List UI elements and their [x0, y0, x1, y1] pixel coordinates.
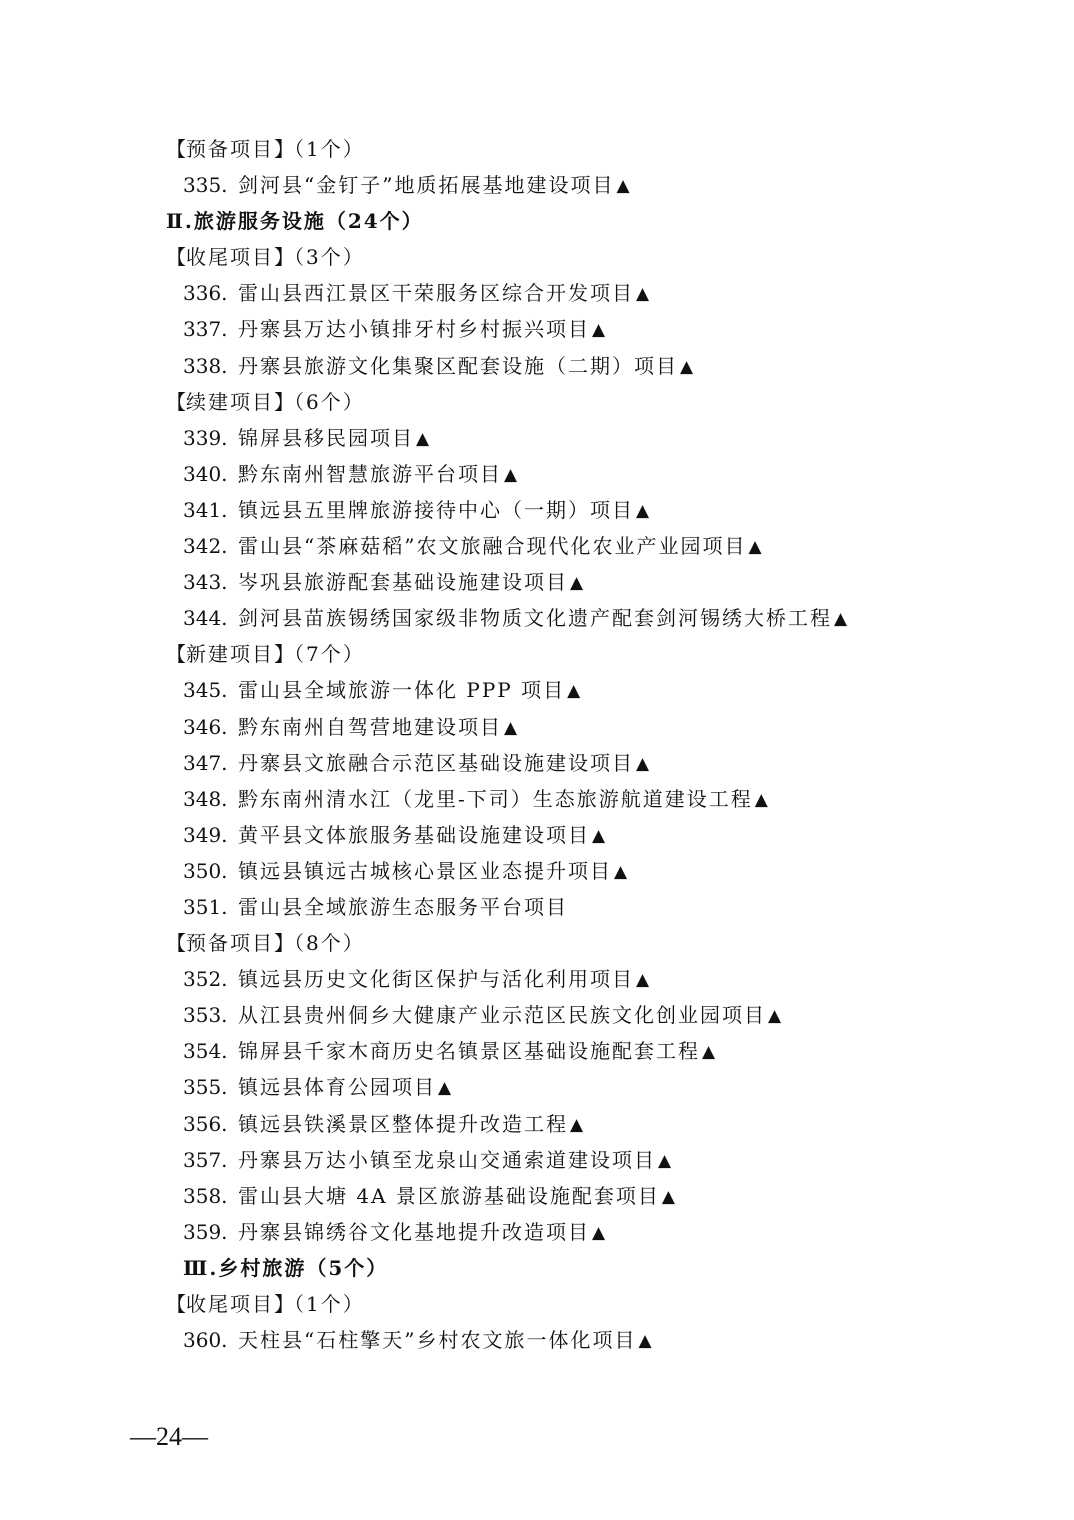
triangle-marker-icon: ▲ [702, 1042, 716, 1063]
project-title: 丹寨县万达小镇至龙泉山交通索道建设项目 [238, 1147, 656, 1172]
project-number: 335. [183, 173, 228, 198]
project-number: 350. [183, 858, 228, 883]
project-title: 天柱县“石柱擎天”乡村农文旅一体化项目 [238, 1328, 637, 1353]
category-label: 收尾项目 [186, 245, 274, 270]
project-title: 镇远县镇远古城核心景区业态提升项目 [238, 858, 612, 883]
project-title: 雷山县“茶麻菇稻”农文旅融合现代化农业产业园项目 [238, 534, 747, 559]
triangle-marker-icon: ▲ [570, 1114, 584, 1135]
project-item [0, 1142, 1074, 1178]
project-item [0, 600, 1074, 636]
project-number: 339. [183, 425, 228, 450]
project-title: 从江县贵州侗乡大健康产业示范区民族文化创业园项目 [238, 1003, 766, 1028]
project-title: 丹寨县万达小镇排牙村乡村振兴项目 [238, 317, 590, 342]
category-count: （7个） [294, 642, 365, 667]
page-number: —24— [130, 1422, 208, 1451]
project-item [0, 853, 1074, 889]
category-open-bracket: 【 [166, 137, 186, 161]
category-heading [0, 131, 1074, 167]
project-item [0, 275, 1074, 311]
triangle-marker-icon: ▲ [504, 717, 518, 738]
triangle-marker-icon: ▲ [834, 609, 848, 630]
triangle-marker-icon: ▲ [416, 428, 430, 449]
category-open-bracket: 【 [166, 931, 186, 956]
category-heading [0, 384, 1074, 420]
project-title: 镇远县五里牌旅游接待中心（一期）项目 [238, 497, 634, 522]
project-item [0, 1069, 1074, 1105]
category-close-bracket: 】 [274, 137, 294, 161]
triangle-marker-icon: ▲ [658, 1150, 672, 1171]
project-title: 镇远县历史文化街区保护与活化利用项目 [238, 967, 634, 992]
triangle-marker-icon: ▲ [636, 970, 650, 991]
triangle-marker-icon: ▲ [570, 573, 584, 594]
project-number: 344. [183, 606, 228, 631]
project-number: 355. [183, 1075, 228, 1100]
project-item [0, 1106, 1074, 1142]
project-title: 雷山县西江景区干荣服务区综合开发项目 [238, 281, 634, 306]
triangle-marker-icon: ▲ [636, 753, 650, 774]
triangle-marker-icon: ▲ [638, 1331, 652, 1352]
triangle-marker-icon: ▲ [748, 537, 762, 558]
project-number: 351. [183, 894, 228, 919]
category-label: 收尾项目 [186, 1292, 274, 1316]
category-label: 新建项目 [186, 642, 274, 667]
section-heading [0, 1250, 1074, 1286]
project-number: 340. [183, 461, 228, 486]
project-number: 348. [183, 786, 228, 811]
project-item [0, 817, 1074, 853]
project-item [0, 492, 1074, 528]
project-number: 338. [183, 353, 228, 378]
category-open-bracket: 【 [166, 389, 186, 414]
project-number: 342. [183, 534, 228, 559]
category-open-bracket: 【 [166, 245, 186, 270]
category-label: 续建项目 [186, 389, 274, 414]
project-item [0, 781, 1074, 817]
project-number: 343. [183, 570, 228, 595]
category-open-bracket: 【 [166, 642, 186, 667]
project-number: 352. [183, 967, 228, 992]
project-title: 黔东南州自驾营地建设项目 [238, 714, 502, 739]
project-item [0, 528, 1074, 564]
project-title: 岑巩县旅游配套基础设施建设项目 [238, 570, 568, 595]
section-title: Ⅱ.旅游服务设施（24个） [166, 209, 424, 234]
triangle-marker-icon: ▲ [754, 789, 768, 810]
project-item [0, 456, 1074, 492]
project-number: 357. [183, 1147, 228, 1172]
project-title: 雷山县大塘 4A 景区旅游基础设施配套项目 [238, 1183, 660, 1208]
category-count: （3个） [294, 245, 365, 270]
section-title: Ⅲ.乡村旅游（5个） [183, 1255, 389, 1280]
category-label: 预备项目 [186, 137, 274, 161]
category-heading [0, 636, 1074, 672]
category-close-bracket: 】 [274, 389, 294, 414]
project-number: 359. [183, 1219, 228, 1244]
project-number: 341. [183, 497, 228, 522]
project-item [0, 1178, 1074, 1214]
project-number: 336. [183, 281, 228, 306]
project-title: 镇远县铁溪景区整体提升改造工程 [238, 1111, 568, 1136]
project-item [0, 1322, 1074, 1358]
category-close-bracket: 】 [274, 642, 294, 667]
triangle-marker-icon: ▲ [592, 825, 606, 846]
project-item [0, 348, 1074, 384]
project-number: 349. [183, 822, 228, 847]
triangle-marker-icon: ▲ [504, 464, 518, 485]
category-heading [0, 239, 1074, 275]
category-heading [0, 925, 1074, 961]
section-heading [0, 203, 1074, 239]
project-item [0, 167, 1074, 203]
category-label: 预备项目 [186, 931, 274, 956]
triangle-marker-icon: ▲ [592, 1222, 606, 1243]
triangle-marker-icon: ▲ [614, 861, 628, 882]
project-item [0, 420, 1074, 456]
project-item [0, 745, 1074, 781]
category-count: （6个） [294, 389, 365, 414]
project-item [0, 564, 1074, 600]
triangle-marker-icon: ▲ [567, 681, 581, 702]
project-item [0, 961, 1074, 997]
category-close-bracket: 】 [274, 931, 294, 956]
project-title: 锦屏县千家木商历史名镇景区基础设施配套工程 [238, 1039, 700, 1064]
triangle-marker-icon: ▲ [768, 1006, 782, 1027]
triangle-marker-icon: ▲ [592, 320, 606, 341]
project-title: 丹寨县旅游文化集聚区配套设施（二期）项目 [238, 353, 678, 378]
category-close-bracket: 】 [274, 245, 294, 270]
document-body [0, 131, 1074, 1358]
project-item [0, 709, 1074, 745]
triangle-marker-icon: ▲ [616, 176, 630, 197]
triangle-marker-icon: ▲ [438, 1078, 452, 1099]
triangle-marker-icon: ▲ [636, 500, 650, 521]
category-count: （1个） [294, 137, 365, 161]
project-item [0, 672, 1074, 708]
project-title: 黔东南州清水江（龙里-下司）生态旅游航道建设工程 [238, 786, 753, 811]
project-number: 337. [183, 317, 228, 342]
triangle-marker-icon: ▲ [680, 356, 694, 377]
category-count: （8个） [294, 931, 365, 956]
project-title: 黄平县文体旅服务基础设施建设项目 [238, 822, 590, 847]
project-item [0, 311, 1074, 347]
project-number: 354. [183, 1039, 228, 1064]
project-number: 345. [183, 678, 228, 703]
project-item [0, 1033, 1074, 1069]
project-title: 镇远县体育公园项目 [238, 1075, 436, 1100]
project-title: 丹寨县锦绣谷文化基地提升改造项目 [238, 1219, 590, 1244]
project-title: 剑河县苗族锡绣国家级非物质文化遗产配套剑河锡绣大桥工程 [238, 606, 832, 631]
project-number: 356. [183, 1111, 228, 1136]
project-number: 347. [183, 750, 228, 775]
project-item [0, 889, 1074, 925]
category-open-bracket: 【 [166, 1292, 186, 1316]
category-heading [0, 1286, 1074, 1322]
project-title: 丹寨县文旅融合示范区基础设施建设项目 [238, 750, 634, 775]
project-item [0, 997, 1074, 1033]
category-count: （1个） [294, 1292, 365, 1316]
project-number: 353. [183, 1003, 228, 1028]
project-number: 358. [183, 1183, 228, 1208]
project-item [0, 1214, 1074, 1250]
category-close-bracket: 】 [274, 1292, 294, 1316]
project-title: 雷山县全域旅游生态服务平台项目 [238, 894, 568, 919]
triangle-marker-icon: ▲ [661, 1186, 675, 1207]
project-number: 360. [183, 1328, 228, 1353]
project-title: 锦屏县移民园项目 [238, 425, 414, 450]
project-number: 346. [183, 714, 228, 739]
triangle-marker-icon: ▲ [636, 284, 650, 305]
project-title: 雷山县全域旅游一体化 PPP 项目 [238, 678, 566, 703]
project-title: 剑河县“金钉子”地质拓展基地建设项目 [238, 173, 615, 198]
project-title: 黔东南州智慧旅游平台项目 [238, 461, 502, 486]
